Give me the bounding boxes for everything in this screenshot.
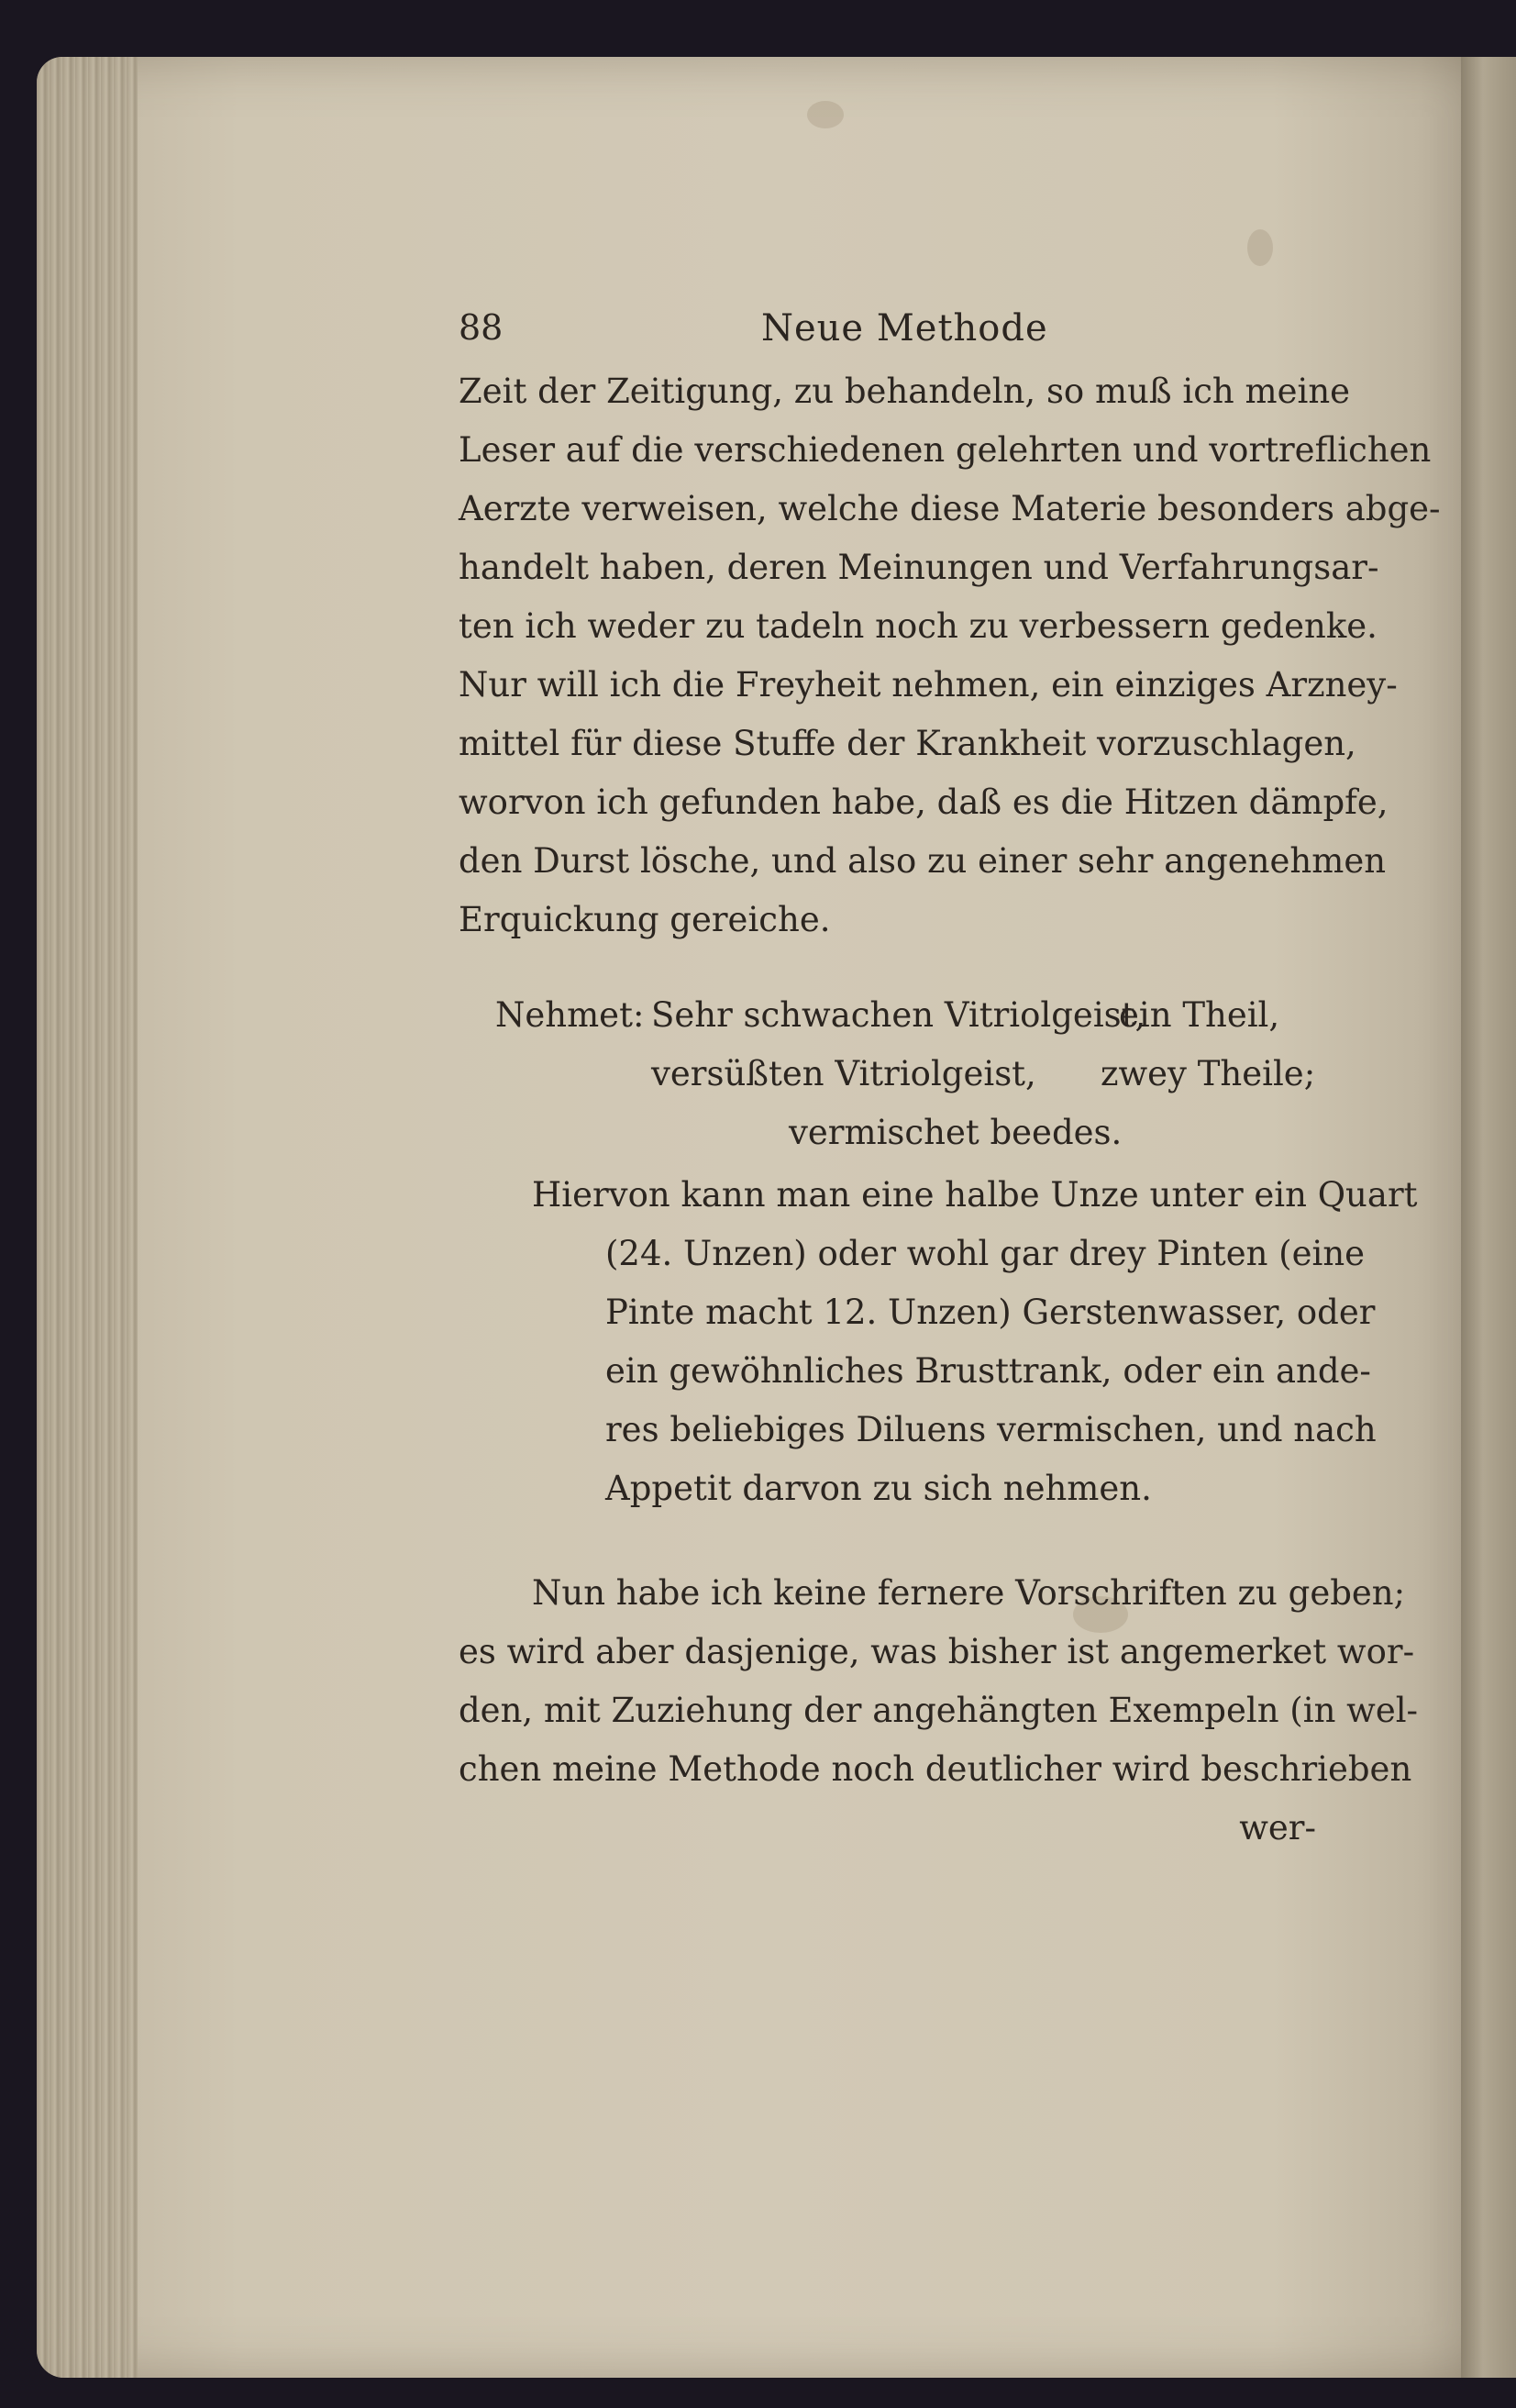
ingredient-name: Sehr schwachen Vitriolgeist, [651, 995, 1146, 1035]
text-line: Hiervon kann man eine halbe Unze unter ein Quart [532, 1175, 1418, 1215]
recipe-row [459, 1045, 1316, 1104]
paper-stain [807, 101, 844, 128]
recipe-row [459, 986, 1316, 1045]
running-title: Neue Methode [761, 307, 1048, 350]
ingredient-quantity: ein Theil, [1119, 995, 1280, 1035]
ingredient-name: versüßten Vitriolgeist, [651, 1054, 1036, 1093]
page-edges [37, 57, 138, 2378]
paragraph-1 [459, 362, 1441, 949]
text-line: den Durst lösche, und also zu einer sehr angenehmen [459, 841, 1387, 881]
text-line: Nun habe ich keine fernere Vorschriften zu geben; [532, 1573, 1406, 1613]
text-line: Pinte macht 12. Unzen) Gerstenwasser, oder [605, 1293, 1376, 1332]
catchword: wer- [1239, 1808, 1316, 1848]
text-line: es wird aber dasjenige, was bisher ist angemerket wor- [459, 1632, 1415, 1671]
mix-instruction: vermischet beedes. [789, 1113, 1123, 1152]
page-text [459, 307, 1441, 1858]
recipe [459, 986, 1316, 1162]
text-line: res beliebiges Diluens vermischen, und nach [605, 1410, 1377, 1449]
text-line: worvon ich gefunden habe, daß es die Hitzen dämpfe, [459, 782, 1389, 822]
book-gutter [1461, 57, 1516, 2378]
text-line: mittel für diese Stuffe der Krankheit vorzuschlagen, [459, 724, 1356, 763]
running-head [459, 307, 1316, 362]
text-line: Erquickung gereiche. [459, 900, 831, 939]
ingredient-quantity: zwey Theile; [1101, 1054, 1316, 1093]
text-line: Leser auf die verschiedenen gelehrten und vortreflichen [459, 430, 1432, 470]
recipe-row [459, 1104, 1316, 1162]
text-line: ten ich weder zu tadeln noch zu verbessern gedenke. [459, 606, 1378, 646]
text-line: Appetit darvon zu sich nehmen. [605, 1469, 1152, 1508]
text-line: ein gewöhnliches Brusttrank, oder ein ande- [605, 1351, 1371, 1391]
text-line: (24. Unzen) oder wohl gar drey Pinten (eine [605, 1234, 1366, 1273]
dosage-instructions [459, 1166, 1418, 1518]
paper-stain [1247, 229, 1273, 266]
page-number: 88 [459, 307, 503, 348]
text-line: den, mit Zuziehung der angehängten Exempeln (in wel- [459, 1691, 1419, 1730]
paragraph-2 [459, 1564, 1419, 1799]
recipe-label: Nehmet: [495, 995, 645, 1035]
text-line: chen meine Methode noch deutlicher wird beschrieben [459, 1749, 1412, 1789]
text-line: Nur will ich die Freyheit nehmen, ein einziges Arzney- [459, 665, 1398, 705]
text-line: Aerzte verweisen, welche diese Materie besonders abge- [459, 489, 1441, 528]
text-line: Zeit der Zeitigung, zu behandeln, so muß ich meine [459, 372, 1351, 411]
text-line: handelt haben, deren Meinungen und Verfahrungsar- [459, 548, 1379, 587]
